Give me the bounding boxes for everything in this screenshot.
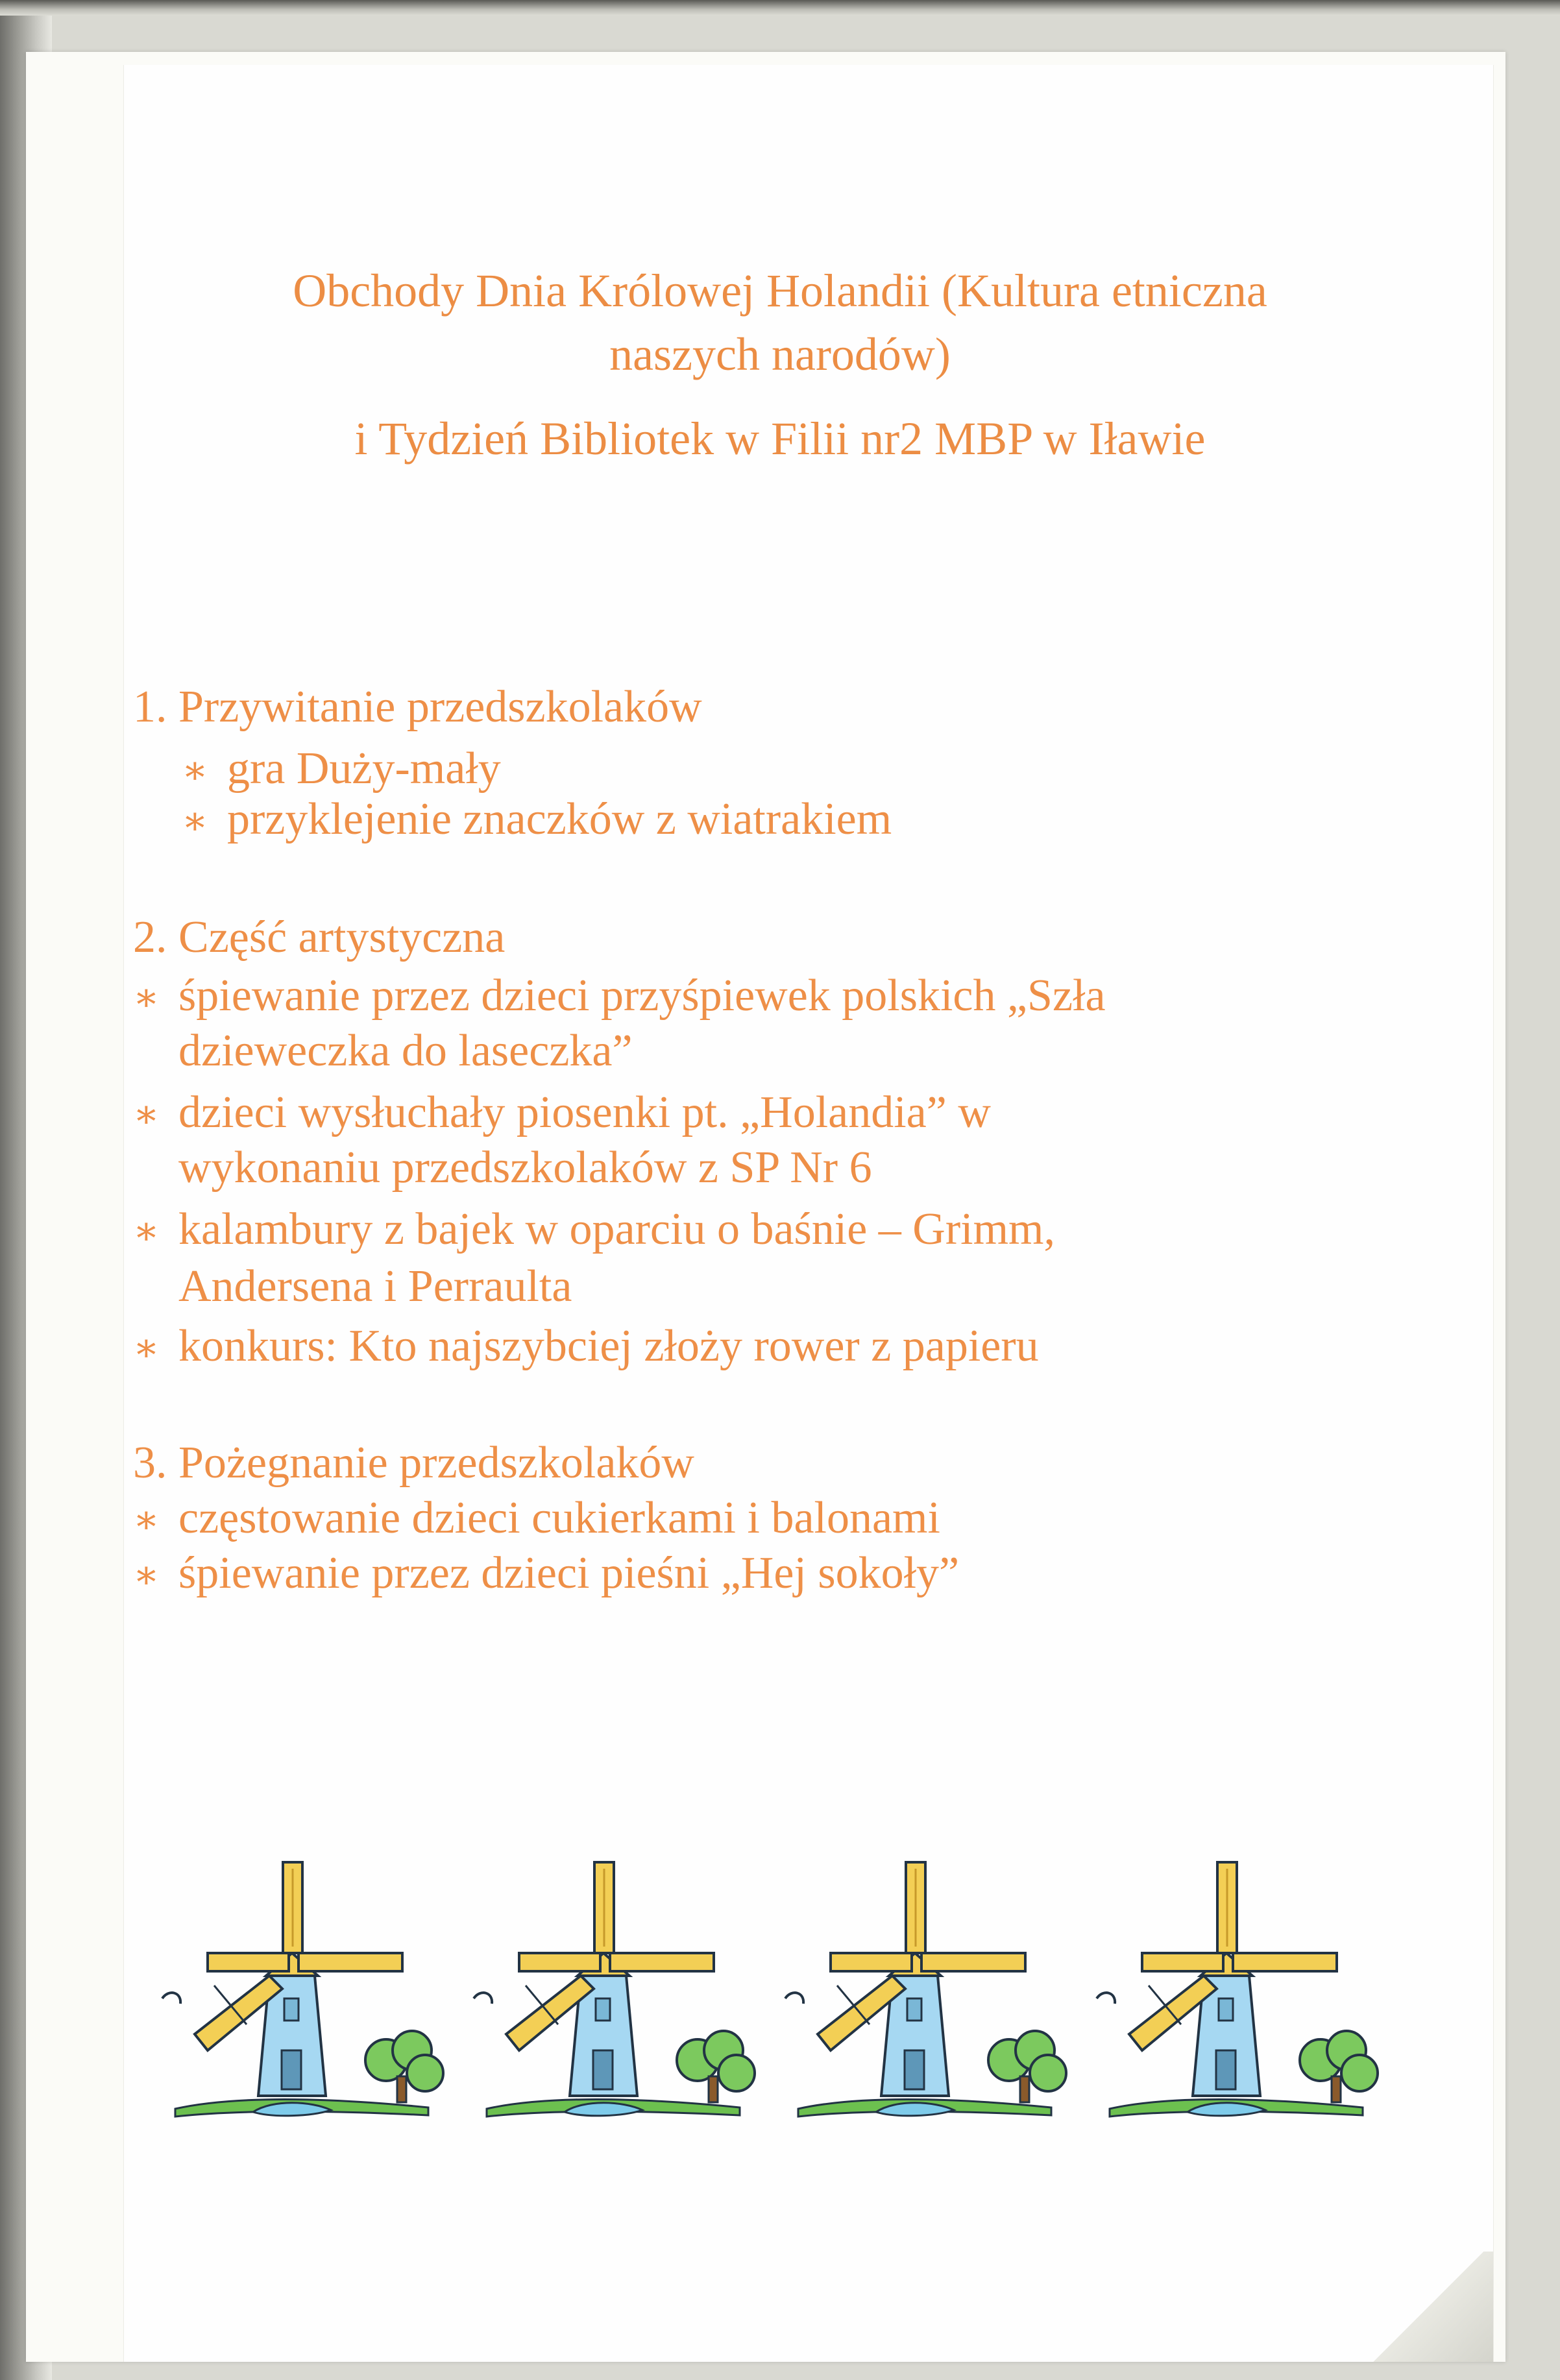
asterisk-bullet-icon: ∗	[182, 749, 208, 792]
list-item: ∗ śpiewanie przez dzieci pieśni „Hej sokoły”	[133, 1548, 960, 1598]
section-1-heading: 1. Przywitanie przedszkolaków	[133, 682, 702, 732]
asterisk-bullet-icon: ∗	[133, 1553, 160, 1596]
asterisk-bullet-icon: ∗	[133, 1093, 160, 1135]
windmill-border	[156, 1856, 1428, 2128]
list-item: ∗ częstowanie dzieci cukierkami i balonami	[133, 1493, 940, 1543]
list-item: ∗ gra Duży-mały	[182, 744, 501, 794]
list-item: ∗ kalambury z bajek w oparciu o baśnie – Grimm,	[133, 1204, 1055, 1254]
list-item: ∗ śpiewanie przez dzieci przyśpiewek polskich „Szła	[133, 971, 1106, 1021]
asterisk-bullet-icon: ∗	[133, 1326, 160, 1369]
title-line-2: naszych narodów)	[609, 328, 951, 380]
list-item-continuation: wykonaniu przedszkolaków z SP Nr 6	[178, 1143, 872, 1193]
list-item-continuation: Andersena i Perraulta	[178, 1261, 572, 1311]
section-2-heading: 2. Część artystyczna	[133, 912, 506, 962]
windmill-icon	[779, 1856, 1077, 2128]
list-item: ∗ przyklejenie znaczków z wiatrakiem	[182, 794, 892, 844]
asterisk-bullet-icon: ∗	[133, 1209, 160, 1252]
list-item: ∗ konkurs: Kto najszybciej złoży rower z papieru	[133, 1321, 1039, 1371]
title-line-3: i Tydzień Bibliotek w Filii nr2 MBP w Iławie	[354, 413, 1206, 465]
asterisk-bullet-icon: ∗	[133, 976, 160, 1019]
windmill-icon	[156, 1856, 454, 2128]
section-3-heading: 3. Pożegnanie przedszkolaków	[133, 1438, 694, 1488]
windmill-icon	[1090, 1856, 1389, 2128]
asterisk-bullet-icon: ∗	[182, 799, 208, 842]
asterisk-bullet-icon: ∗	[133, 1498, 160, 1541]
list-item: ∗ dzieci wysłuchały piosenki pt. „Holandia” w	[133, 1087, 991, 1137]
title-line-1: Obchody Dnia Królowej Holandii (Kultura etniczna	[293, 265, 1267, 317]
windmill-icon	[467, 1856, 766, 2128]
list-item-continuation: dzieweczka do laseczka”	[178, 1026, 633, 1076]
